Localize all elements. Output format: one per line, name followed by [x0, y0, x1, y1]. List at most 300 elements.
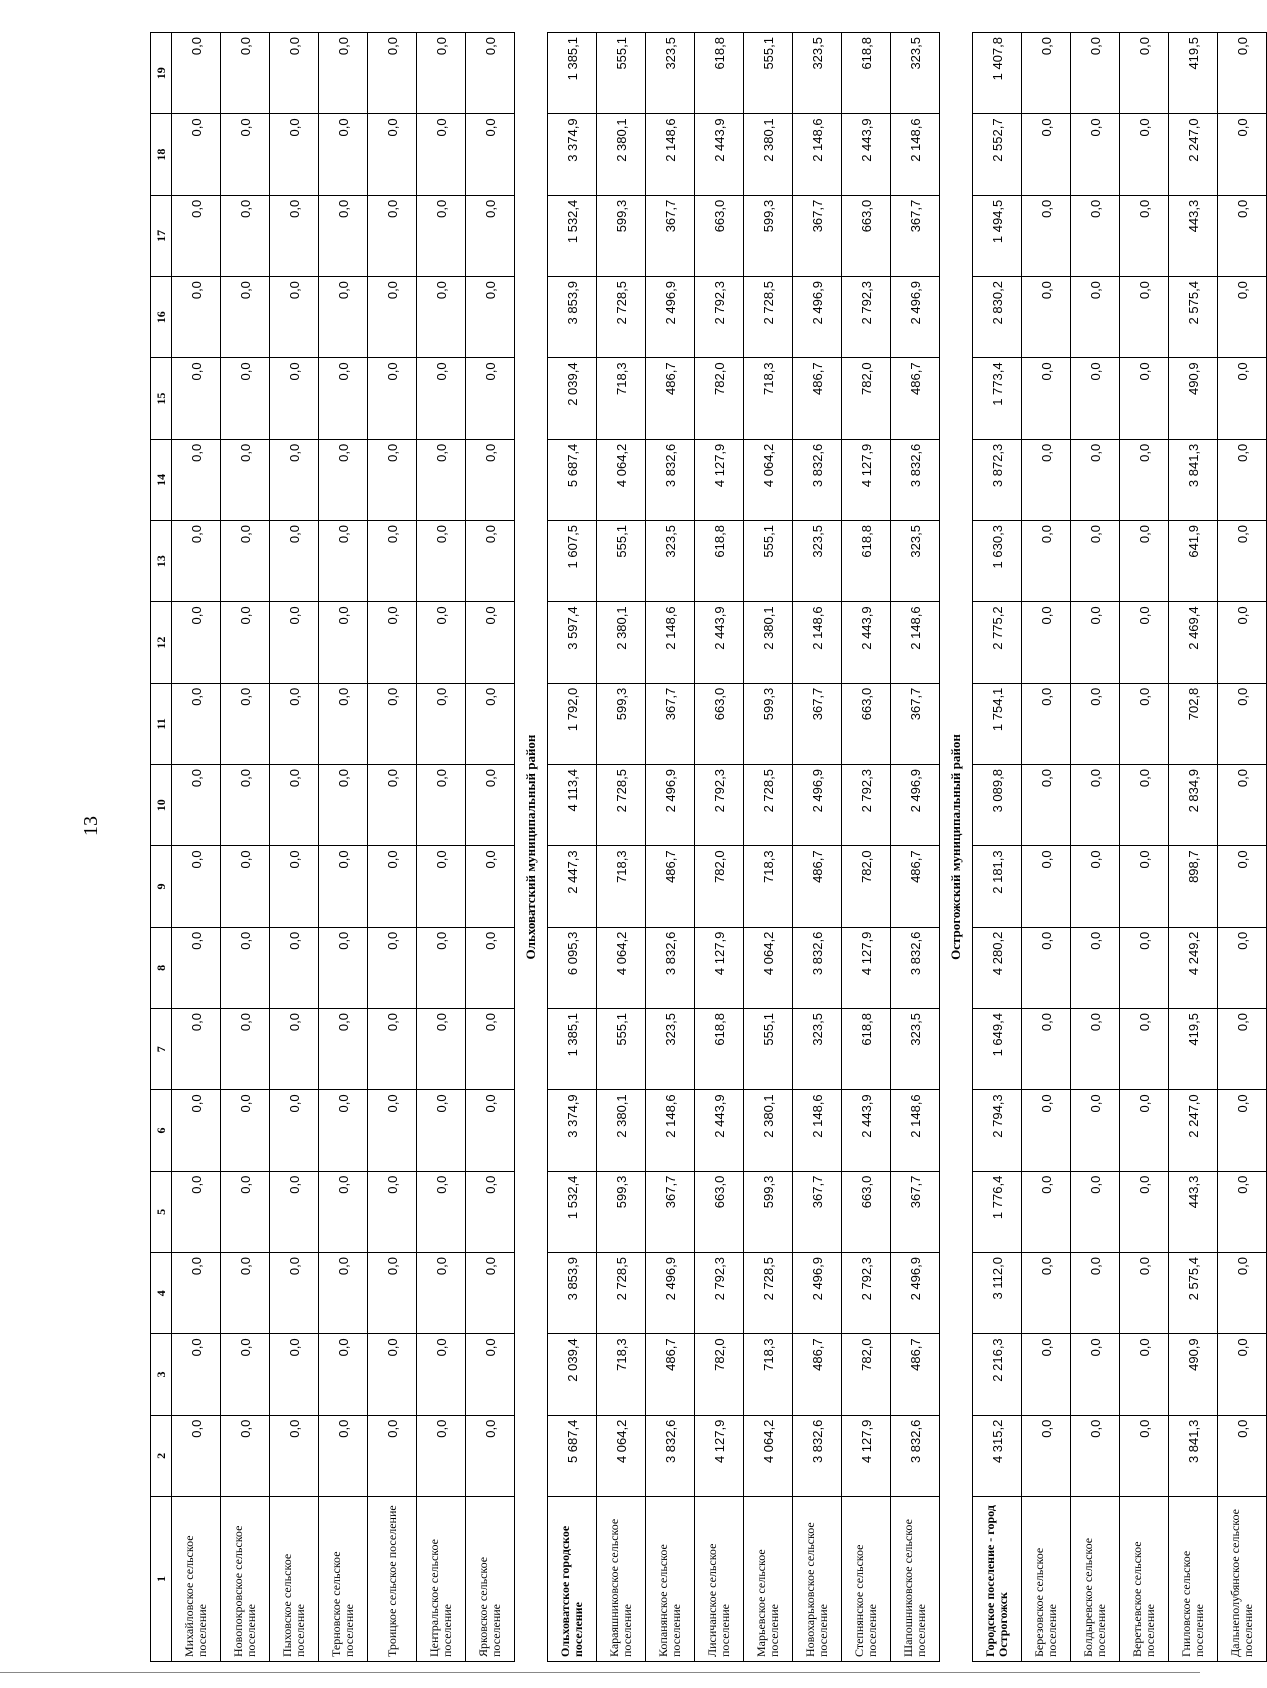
column-header: 7	[151, 1009, 172, 1090]
table-cell: 718,3	[597, 846, 646, 927]
table-cell: 1 792,0	[548, 683, 597, 764]
table-cell: 1 630,3	[973, 521, 1022, 602]
table-cell: 0,0	[319, 1415, 368, 1496]
row-name: Ольховатское городское поселение	[548, 1497, 597, 1662]
table-cell: 0,0	[466, 33, 515, 114]
table-cell: 0,0	[1120, 277, 1169, 358]
row-name: Лисичанское сельское поселение	[695, 1497, 744, 1662]
table-cell: 323,5	[793, 1009, 842, 1090]
table-cell: 0,0	[1071, 114, 1120, 195]
table-cell: 0,0	[466, 521, 515, 602]
table-cell: 0,0	[368, 765, 417, 846]
table-cell: 0,0	[368, 195, 417, 276]
table-cell: 0,0	[319, 1334, 368, 1415]
table-cell: 2 792,3	[695, 1253, 744, 1334]
table-row	[973, 33, 1022, 1662]
table-cell: 2 380,1	[597, 114, 646, 195]
row-name: Терновское сельское поселение	[319, 1497, 368, 1662]
table-cell: 2 575,4	[1169, 1253, 1218, 1334]
table-cell: 4 064,2	[597, 927, 646, 1008]
table-cell: 0,0	[270, 521, 319, 602]
table-cell: 0,0	[368, 927, 417, 1008]
table-cell: 4 127,9	[695, 927, 744, 1008]
table-cell: 3 374,9	[548, 114, 597, 195]
table-cell: 0,0	[172, 33, 221, 114]
table-cell: 0,0	[368, 1415, 417, 1496]
table-row	[842, 33, 891, 1662]
table-cell: 0,0	[417, 33, 466, 114]
table-cell: 0,0	[319, 683, 368, 764]
column-header: 19	[151, 33, 172, 114]
table-cell: 0,0	[270, 1253, 319, 1334]
table-cell: 663,0	[842, 195, 891, 276]
table-cell: 486,7	[891, 1334, 940, 1415]
table-cell: 1 754,1	[973, 683, 1022, 764]
table-cell: 443,3	[1169, 1171, 1218, 1252]
table-cell: 0,0	[172, 277, 221, 358]
table-cell: 367,7	[793, 1171, 842, 1252]
table-cell: 2 181,3	[973, 846, 1022, 927]
table-cell: 702,8	[1169, 683, 1218, 764]
table-row	[368, 33, 417, 1662]
table-cell: 2 469,4	[1169, 602, 1218, 683]
table-cell: 0,0	[221, 439, 270, 520]
column-header: 8	[151, 927, 172, 1008]
table-cell: 486,7	[793, 846, 842, 927]
table-cell: 5 687,4	[548, 1415, 597, 1496]
table-cell: 0,0	[221, 114, 270, 195]
table-cell: 0,0	[1071, 1090, 1120, 1171]
table-cell: 0,0	[1120, 1334, 1169, 1415]
table-cell: 0,0	[221, 33, 270, 114]
table-cell: 0,0	[172, 602, 221, 683]
table-cell: 0,0	[417, 683, 466, 764]
table-cell: 718,3	[597, 1334, 646, 1415]
table-cell: 0,0	[466, 195, 515, 276]
table-cell: 0,0	[270, 846, 319, 927]
table-cell: 718,3	[597, 358, 646, 439]
table-cell: 618,8	[842, 1009, 891, 1090]
table-cell: 0,0	[1071, 1253, 1120, 1334]
table-cell: 0,0	[1022, 277, 1071, 358]
table-cell: 2 148,6	[646, 1090, 695, 1171]
table-cell: 0,0	[221, 1090, 270, 1171]
table-cell: 0,0	[1218, 927, 1267, 1008]
table-cell: 367,7	[646, 683, 695, 764]
table-cell: 323,5	[646, 521, 695, 602]
table-cell: 0,0	[1218, 439, 1267, 520]
table-cell: 2 443,9	[842, 114, 891, 195]
table-cell: 2 380,1	[744, 1090, 793, 1171]
table-cell: 0,0	[466, 683, 515, 764]
table-cell: 0,0	[270, 1009, 319, 1090]
table-cell: 2 380,1	[597, 1090, 646, 1171]
table-cell: 2 496,9	[646, 765, 695, 846]
table-cell: 0,0	[270, 439, 319, 520]
table-cell: 0,0	[319, 1009, 368, 1090]
column-header: 15	[151, 358, 172, 439]
table-cell: 2 552,7	[973, 114, 1022, 195]
table-cell: 0,0	[466, 927, 515, 1008]
table-cell: 2 830,2	[973, 277, 1022, 358]
table-cell: 0,0	[1022, 114, 1071, 195]
table-cell: 0,0	[1022, 1334, 1071, 1415]
table-cell: 367,7	[891, 683, 940, 764]
column-header: 6	[151, 1090, 172, 1171]
table-row	[793, 33, 842, 1662]
table-cell: 486,7	[646, 846, 695, 927]
table-cell: 0,0	[368, 358, 417, 439]
table-cell: 4 064,2	[597, 439, 646, 520]
table-cell: 2 775,2	[973, 602, 1022, 683]
table-cell: 3 112,0	[973, 1253, 1022, 1334]
table-cell: 2 496,9	[646, 277, 695, 358]
table-cell: 2 792,3	[695, 765, 744, 846]
table-cell: 2 443,9	[842, 602, 891, 683]
table-cell: 663,0	[842, 1171, 891, 1252]
table-cell: 0,0	[270, 1171, 319, 1252]
table-cell: 367,7	[646, 195, 695, 276]
table-cell: 0,0	[1071, 927, 1120, 1008]
table-cell: 555,1	[744, 1009, 793, 1090]
table-cell: 0,0	[172, 846, 221, 927]
row-name: Марьевское сельское поселение	[744, 1497, 793, 1662]
table-cell: 0,0	[270, 765, 319, 846]
table-cell: 486,7	[793, 358, 842, 439]
table-cell: 4 064,2	[744, 1415, 793, 1496]
table-cell: 0,0	[1218, 846, 1267, 927]
table-cell: 0,0	[368, 1334, 417, 1415]
table-cell: 3 597,4	[548, 602, 597, 683]
table-cell: 3 832,6	[646, 927, 695, 1008]
table-cell: 4 280,2	[973, 927, 1022, 1008]
section-title: Острогожский муниципальный район	[940, 33, 973, 1662]
table-cell: 0,0	[221, 277, 270, 358]
table-cell: 486,7	[891, 846, 940, 927]
row-name: Троицкое сельское поселение	[368, 1497, 417, 1662]
table-cell: 0,0	[172, 1253, 221, 1334]
table-cell: 0,0	[466, 765, 515, 846]
table-cell: 0,0	[1218, 1253, 1267, 1334]
table-cell: 3 832,6	[891, 927, 940, 1008]
table-cell: 2 148,6	[793, 602, 842, 683]
table-cell: 0,0	[466, 1415, 515, 1496]
table-cell: 0,0	[1120, 358, 1169, 439]
table-cell: 0,0	[172, 114, 221, 195]
table-cell: 0,0	[270, 602, 319, 683]
table-cell: 0,0	[270, 1090, 319, 1171]
table-cell: 0,0	[1071, 1009, 1120, 1090]
table-cell: 4 064,2	[744, 927, 793, 1008]
table-cell: 0,0	[172, 521, 221, 602]
table-cell: 0,0	[417, 927, 466, 1008]
table-cell: 2 443,9	[695, 1090, 744, 1171]
table-cell: 0,0	[319, 1090, 368, 1171]
table-cell: 0,0	[270, 277, 319, 358]
table-cell: 0,0	[221, 765, 270, 846]
table-cell: 323,5	[891, 1009, 940, 1090]
table-cell: 0,0	[1071, 195, 1120, 276]
table-cell: 0,0	[417, 1334, 466, 1415]
table-cell: 0,0	[1071, 1334, 1120, 1415]
table-cell: 0,0	[466, 602, 515, 683]
table-cell: 4 127,9	[842, 927, 891, 1008]
table-cell: 2 728,5	[744, 765, 793, 846]
row-name: Степнянское сельское поселение	[842, 1497, 891, 1662]
table-cell: 4 127,9	[695, 439, 744, 520]
table-cell: 599,3	[744, 195, 793, 276]
column-header: 3	[151, 1334, 172, 1415]
table-cell: 0,0	[172, 1334, 221, 1415]
table-cell: 1 494,5	[973, 195, 1022, 276]
table-row	[417, 33, 466, 1662]
table-cell: 0,0	[417, 521, 466, 602]
table-cell: 5 687,4	[548, 439, 597, 520]
table-cell: 0,0	[1022, 927, 1071, 1008]
table-cell: 0,0	[172, 195, 221, 276]
table-cell: 3 853,9	[548, 277, 597, 358]
table-cell: 898,7	[1169, 846, 1218, 927]
table-cell: 367,7	[793, 683, 842, 764]
table-cell: 0,0	[1120, 33, 1169, 114]
table-cell: 555,1	[597, 1009, 646, 1090]
table-row	[891, 33, 940, 1662]
table-cell: 2 148,6	[793, 114, 842, 195]
table-cell: 0,0	[221, 927, 270, 1008]
table-cell: 0,0	[1022, 1171, 1071, 1252]
table-cell: 0,0	[1071, 1171, 1120, 1252]
table-row	[221, 33, 270, 1662]
table-cell: 0,0	[417, 1415, 466, 1496]
table-cell: 3 374,9	[548, 1090, 597, 1171]
column-header: 17	[151, 195, 172, 276]
table-cell: 0,0	[466, 846, 515, 927]
table-cell: 4 113,4	[548, 765, 597, 846]
table-cell: 0,0	[466, 1090, 515, 1171]
table-cell: 0,0	[368, 683, 417, 764]
table-cell: 1 773,4	[973, 358, 1022, 439]
table-cell: 0,0	[1071, 683, 1120, 764]
table-cell: 0,0	[368, 1171, 417, 1252]
table-cell: 0,0	[417, 846, 466, 927]
table-cell: 3 089,8	[973, 765, 1022, 846]
table-cell: 3 832,6	[646, 439, 695, 520]
table-cell: 1 385,1	[548, 33, 597, 114]
table-row	[646, 33, 695, 1662]
table-cell: 0,0	[1022, 602, 1071, 683]
table-cell: 3 853,9	[548, 1253, 597, 1334]
table-cell: 718,3	[744, 846, 793, 927]
table-cell: 0,0	[417, 1253, 466, 1334]
table-cell: 0,0	[319, 1171, 368, 1252]
table-cell: 0,0	[1120, 683, 1169, 764]
table-cell: 3 832,6	[793, 439, 842, 520]
table-cell: 0,0	[172, 1090, 221, 1171]
table-cell: 0,0	[417, 114, 466, 195]
table-cell: 0,0	[172, 927, 221, 1008]
table-cell: 3 841,3	[1169, 1415, 1218, 1496]
table-cell: 0,0	[172, 765, 221, 846]
table-cell: 2 792,3	[842, 277, 891, 358]
table-cell: 663,0	[695, 683, 744, 764]
table-cell: 0,0	[270, 927, 319, 1008]
table-cell: 490,9	[1169, 358, 1218, 439]
table-cell: 0,0	[368, 1009, 417, 1090]
table-cell: 0,0	[466, 1009, 515, 1090]
table-cell: 0,0	[319, 358, 368, 439]
table-cell: 2 728,5	[744, 277, 793, 358]
table-cell: 2 728,5	[744, 1253, 793, 1334]
table-cell: 0,0	[270, 1415, 319, 1496]
table-cell: 782,0	[695, 1334, 744, 1415]
header-row	[151, 33, 172, 1662]
table-cell: 0,0	[368, 439, 417, 520]
table-cell: 4 249,2	[1169, 927, 1218, 1008]
table-cell: 0,0	[221, 1334, 270, 1415]
table-cell: 0,0	[1022, 765, 1071, 846]
table-cell: 0,0	[1218, 195, 1267, 276]
table-cell: 0,0	[1071, 602, 1120, 683]
table-cell: 2 148,6	[793, 1090, 842, 1171]
table-cell: 555,1	[744, 33, 793, 114]
table-cell: 0,0	[368, 521, 417, 602]
table-cell: 0,0	[1218, 33, 1267, 114]
table-row	[466, 33, 515, 1662]
table-cell: 419,5	[1169, 1009, 1218, 1090]
table-cell: 0,0	[319, 765, 368, 846]
table-cell: 0,0	[368, 114, 417, 195]
table-cell: 618,8	[842, 33, 891, 114]
table-cell: 0,0	[319, 114, 368, 195]
table-cell: 718,3	[744, 1334, 793, 1415]
table-cell: 0,0	[417, 277, 466, 358]
table-cell: 2 039,4	[548, 1334, 597, 1415]
row-name: Шапошниковское сельское поселение	[891, 1497, 940, 1662]
table-body	[172, 33, 1267, 1662]
table-cell: 2 496,9	[891, 765, 940, 846]
table-cell: 6 095,3	[548, 927, 597, 1008]
table-cell: 599,3	[744, 683, 793, 764]
table-cell: 2 834,9	[1169, 765, 1218, 846]
table-cell: 3 832,6	[646, 1415, 695, 1496]
table-cell: 0,0	[1218, 277, 1267, 358]
table-cell: 3 872,3	[973, 439, 1022, 520]
table-cell: 0,0	[1218, 521, 1267, 602]
table-cell: 367,7	[891, 195, 940, 276]
table-cell: 1 607,5	[548, 521, 597, 602]
table-cell: 2 496,9	[793, 277, 842, 358]
table-cell: 3 841,3	[1169, 439, 1218, 520]
table-cell: 0,0	[221, 602, 270, 683]
table-cell: 1 532,4	[548, 195, 597, 276]
row-name: Веретьевское сельское поселение	[1120, 1497, 1169, 1662]
table-cell: 4 127,9	[695, 1415, 744, 1496]
table-cell: 2 575,4	[1169, 277, 1218, 358]
table-cell: 0,0	[1071, 358, 1120, 439]
table-cell: 0,0	[270, 195, 319, 276]
table-cell: 618,8	[842, 521, 891, 602]
table-cell: 2 443,9	[842, 1090, 891, 1171]
table-cell: 486,7	[646, 1334, 695, 1415]
table-row	[270, 33, 319, 1662]
table-cell: 486,7	[646, 358, 695, 439]
table-cell: 1 385,1	[548, 1009, 597, 1090]
table-cell: 0,0	[368, 602, 417, 683]
table-cell: 4 127,9	[842, 1415, 891, 1496]
table-cell: 782,0	[695, 846, 744, 927]
table-cell: 4 315,2	[973, 1415, 1022, 1496]
table-cell: 0,0	[368, 846, 417, 927]
table-row	[1071, 33, 1120, 1662]
table-row	[319, 33, 368, 1662]
table-cell: 2 380,1	[744, 114, 793, 195]
table-cell: 2 447,3	[548, 846, 597, 927]
table-cell: 323,5	[646, 33, 695, 114]
data-table	[150, 32, 1267, 1662]
table-cell: 486,7	[891, 358, 940, 439]
table-cell: 0,0	[221, 1009, 270, 1090]
table-cell: 1 649,4	[973, 1009, 1022, 1090]
table-cell: 0,0	[466, 1334, 515, 1415]
table-cell: 0,0	[466, 1253, 515, 1334]
table-cell: 0,0	[319, 846, 368, 927]
table-cell: 0,0	[270, 1334, 319, 1415]
table-cell: 618,8	[695, 1009, 744, 1090]
column-header: 13	[151, 521, 172, 602]
table-cell: 2 496,9	[793, 1253, 842, 1334]
table-cell: 782,0	[842, 846, 891, 927]
table-cell: 663,0	[695, 1171, 744, 1252]
row-name: Болдыревское сельское поселение	[1071, 1497, 1120, 1662]
table-row	[744, 33, 793, 1662]
table-cell: 2 443,9	[695, 602, 744, 683]
table-cell: 0,0	[319, 277, 368, 358]
column-header: 4	[151, 1253, 172, 1334]
table-cell: 490,9	[1169, 1334, 1218, 1415]
table-cell: 0,0	[1120, 846, 1169, 927]
table-cell: 2 792,3	[842, 765, 891, 846]
row-name: Новохарьковское сельское поселение	[793, 1497, 842, 1662]
table-cell: 782,0	[695, 358, 744, 439]
table-cell: 663,0	[695, 195, 744, 276]
table-cell: 2 728,5	[597, 277, 646, 358]
page-number: 13	[80, 816, 102, 836]
table-cell: 486,7	[793, 1334, 842, 1415]
table-cell: 4 064,2	[597, 1415, 646, 1496]
table-cell: 555,1	[744, 521, 793, 602]
table-cell: 0,0	[1120, 521, 1169, 602]
table-cell: 323,5	[646, 1009, 695, 1090]
row-name: Михайловское сельское поселение	[172, 1497, 221, 1662]
table-cell: 2 443,9	[695, 114, 744, 195]
table-cell: 0,0	[1022, 1415, 1071, 1496]
table-cell: 3 832,6	[891, 1415, 940, 1496]
table-cell: 0,0	[466, 358, 515, 439]
row-name: Новопокровское сельское поселение	[221, 1497, 270, 1662]
table-cell: 599,3	[597, 683, 646, 764]
table-cell: 0,0	[319, 521, 368, 602]
table-cell: 1 407,8	[973, 33, 1022, 114]
table-cell: 0,0	[368, 277, 417, 358]
column-header: 10	[151, 765, 172, 846]
table-row	[172, 33, 221, 1662]
table-cell: 4 127,9	[842, 439, 891, 520]
table-cell: 0,0	[368, 33, 417, 114]
table-cell: 419,5	[1169, 33, 1218, 114]
table-cell: 0,0	[1120, 1253, 1169, 1334]
table-cell: 0,0	[270, 358, 319, 439]
table-cell: 2 148,6	[646, 602, 695, 683]
